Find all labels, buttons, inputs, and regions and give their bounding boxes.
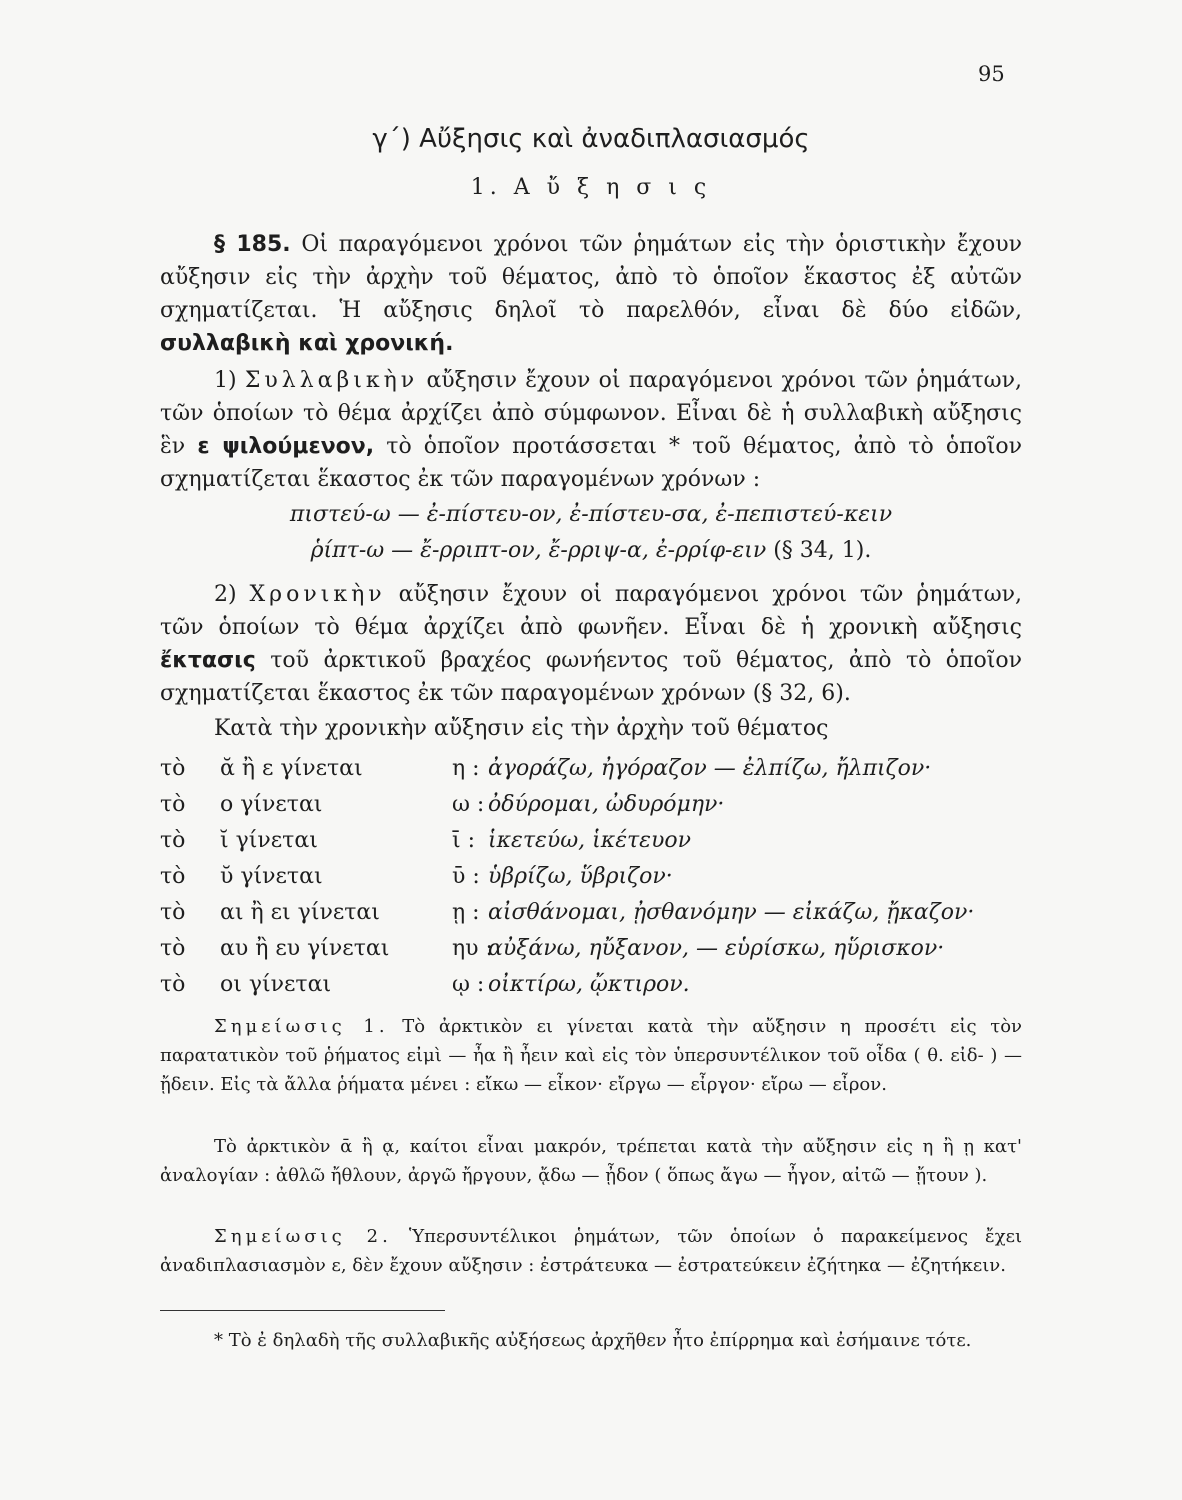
result-vowel: ῡ :: [452, 864, 480, 889]
note-label: Σημείωσις 1.: [214, 1016, 389, 1037]
result-vowel: ῳ :: [452, 972, 485, 997]
examples: ἀγοράζω, ἠγόραζον — ἐλπίζω, ἤλπιζον·: [488, 756, 932, 781]
paragraph-temporal: [160, 578, 1022, 710]
examples: οἰκτίρω, ᾤκτιρον.: [488, 972, 690, 997]
page-number: 95: [978, 62, 1005, 86]
bold-term: ἔκτασις: [160, 648, 256, 673]
intro-line: Κατὰ τὴν χρονικὴν αὔξησιν εἰς τὴν ἀρχὴν τοῦ θέματος: [214, 716, 829, 741]
examples: ὀδύρομαι, ὠδυρόμην·: [488, 792, 725, 817]
vowel-rule: ο γίνεται: [220, 792, 323, 817]
item-number: 1): [214, 368, 237, 393]
footnote-divider: [160, 1310, 445, 1311]
note-1b: Τὸ ἀρκτικὸν ᾱ ἢ ᾳ, καίτοι εἶναι μακρόν, τρέπεται κατὰ τὴν αὔξησιν εἰς η ἢ ῃ κατ' ἀναλογίαν : ἀθλῶ ἤθλουν, ἀργῶ ἤργουν, ᾄδω — ᾖδον ( ὅπως ἄγω — ἦγον, αἰτῶ — ᾔτουν ).: [160, 1136, 1022, 1186]
article: τὸ: [160, 792, 186, 817]
result-vowel: ηυ :: [452, 936, 493, 961]
subsection-title: 1. Α ὔ ξ η σ ι ς: [470, 175, 712, 200]
paragraph-text: τὸ ὁποῖον προτάσσεται * τοῦ θέματος, ἀπὸ τὸ ὁποῖον σχηματίζεται ἕκαστος ἐκ τῶν παραγομένων χρόνων :: [160, 434, 1023, 492]
vowel-row: [160, 972, 1060, 1006]
vowel-rule: ῠ γίνεται: [220, 864, 323, 889]
vowel-rule: αι ἢ ει γίνεται: [220, 900, 380, 925]
spaced-term: Συλλαβικὴν: [244, 368, 419, 393]
article: τὸ: [160, 936, 186, 961]
vowel-row: [160, 756, 1060, 790]
vowel-rule: ᾰ ἢ ε γίνεται: [220, 756, 363, 781]
examples: ἱκετεύω, ἱκέτευον: [488, 828, 691, 853]
result-vowel: η :: [452, 756, 480, 781]
vowel-row: [160, 864, 1060, 898]
article: τὸ: [160, 900, 186, 925]
paragraph-syllabic: [160, 364, 1022, 496]
paragraph-text: Οἱ παραγόμενοι χρόνοι τῶν ῥημάτων εἰς τὴν ὁριστικὴν ἔχουν αὔξησιν εἰς τὴν ἀρχὴν τοῦ θέματος, ἀπὸ τὸ ὁποῖον ἕκαστος ἐξ αὐτῶν σχηματίζεται. Ἡ αὔξησις δηλοῖ τὸ παρελθόν, εἶναι δὲ δύο εἰδῶν,: [160, 232, 1022, 323]
bold-term: συλλαβικὴ καὶ χρονική.: [160, 331, 454, 356]
result-vowel: ω :: [452, 792, 485, 817]
result-vowel: ῃ :: [452, 900, 480, 925]
article: τὸ: [160, 864, 186, 889]
paragraph-text: τοῦ ἀρκτικοῦ βραχέος φωνήεντος τοῦ θέματος, ἀπὸ τὸ ὁποῖον σχηματίζεται ἕκαστος ἐκ τῶν παραγομένων χρόνων (§ 32, 6).: [160, 648, 1022, 706]
bold-term: ε ψιλούμενον,: [197, 434, 375, 459]
example-line: [160, 538, 1022, 563]
note-label: Σημείωσις 2.: [214, 1226, 392, 1247]
result-vowel: ῑ :: [452, 828, 476, 853]
note-2: [160, 1222, 1022, 1280]
vowel-rule: αυ ἢ ευ γίνεται: [220, 936, 390, 961]
vowel-row: [160, 792, 1060, 826]
section-number: § 185.: [214, 232, 291, 257]
note-text: Τὸ ἀρκτικὸν ει γίνεται κατὰ τὴν αὔξησιν η προσέτι εἰς τὸν παρατατικὸν τοῦ ῥήματος εἰμὶ — ἦα ἢ ἦειν καὶ εἰς τὸν ὑπερσυντέλικον τοῦ οἶδα ( θ. εἰδ- ) — ᾔδειν. Εἰς τὰ ἄλλα ῥήματα μένει : εἴκω — εἶκον· εἴργω — εἶργον· εἴρω — εἶρον.: [160, 1016, 1022, 1095]
vowel-row: [160, 936, 1060, 970]
footnote: * Τὸ ἐ δηλαδὴ τῆς συλλαβικῆς αὐξήσεως ἀρχῆθεν ἦτο ἐπίρρημα καὶ ἐσήμαινε τότε.: [214, 1330, 972, 1351]
vowel-row: [160, 900, 1060, 934]
examples: ὑβρίζω, ὕβριζον·: [488, 864, 673, 889]
section-title: γ´) Αὔξησις καὶ ἀναδιπλασιασμός: [372, 124, 810, 154]
paragraph-text: αὔξησιν ἔχουν οἱ παραγόμενοι χρόνοι τῶν ῥημάτων, τῶν ὁποίων τὸ θέμα ἀρχίζει ἀπὸ φωνῆεν. Εἶναι δὲ ἡ χρονικὴ αὔξησις: [160, 582, 1023, 640]
note-1: [160, 1012, 1022, 1099]
examples: αὐξάνω, ηὔξανον, — εὑρίσκω, ηὕρισκον·: [488, 936, 945, 961]
example-line: πιστεύ-ω — ἐ-πίστευ-ον, ἐ-πίστευ-σα, ἐ-πεπιστεύ-κειν: [289, 502, 893, 527]
article: τὸ: [160, 756, 186, 781]
example-reference: (§ 34, 1).: [773, 538, 872, 563]
paragraph-185: [160, 228, 1022, 360]
vowel-rule: οι γίνεται: [220, 972, 332, 997]
vowel-rule: ῐ γίνεται: [220, 828, 318, 853]
item-number: 2): [214, 582, 237, 607]
note-text: Ὑπερσυντέλικοι ῥημάτων, τῶν ὁποίων ὁ παρακείμενος ἔχει ἀναδιπλασιασμὸν ε, δὲν ἔχουν αὔξησιν : ἐστράτευκα — ἐστρατεύκειν ἐζήτηκα — ἐζητήκειν.: [160, 1226, 1023, 1276]
paragraph-text: αὔξησιν ἔχουν οἱ παραγόμενοι χρόνοι τῶν ῥημάτων, τῶν ὁποίων τὸ θέμα ἀρχίζει ἀπὸ σύμφωνον. Εἶναι δὲ ἡ συλλαβικὴ αὔξησις ἓν: [160, 368, 1022, 459]
article: τὸ: [160, 972, 186, 997]
spaced-term: Χρονικὴν: [249, 582, 386, 607]
example-text: ῥίπτ-ω — ἔ-ρριπτ-ον, ἔ-ρριψ-α, ἐ-ρρίφ-ειν: [310, 538, 767, 563]
article: τὸ: [160, 828, 186, 853]
vowel-row: [160, 828, 1060, 862]
examples: αἰσθάνομαι, ᾐσθανόμην — εἰκάζω, ᾔκαζον·: [488, 900, 975, 925]
